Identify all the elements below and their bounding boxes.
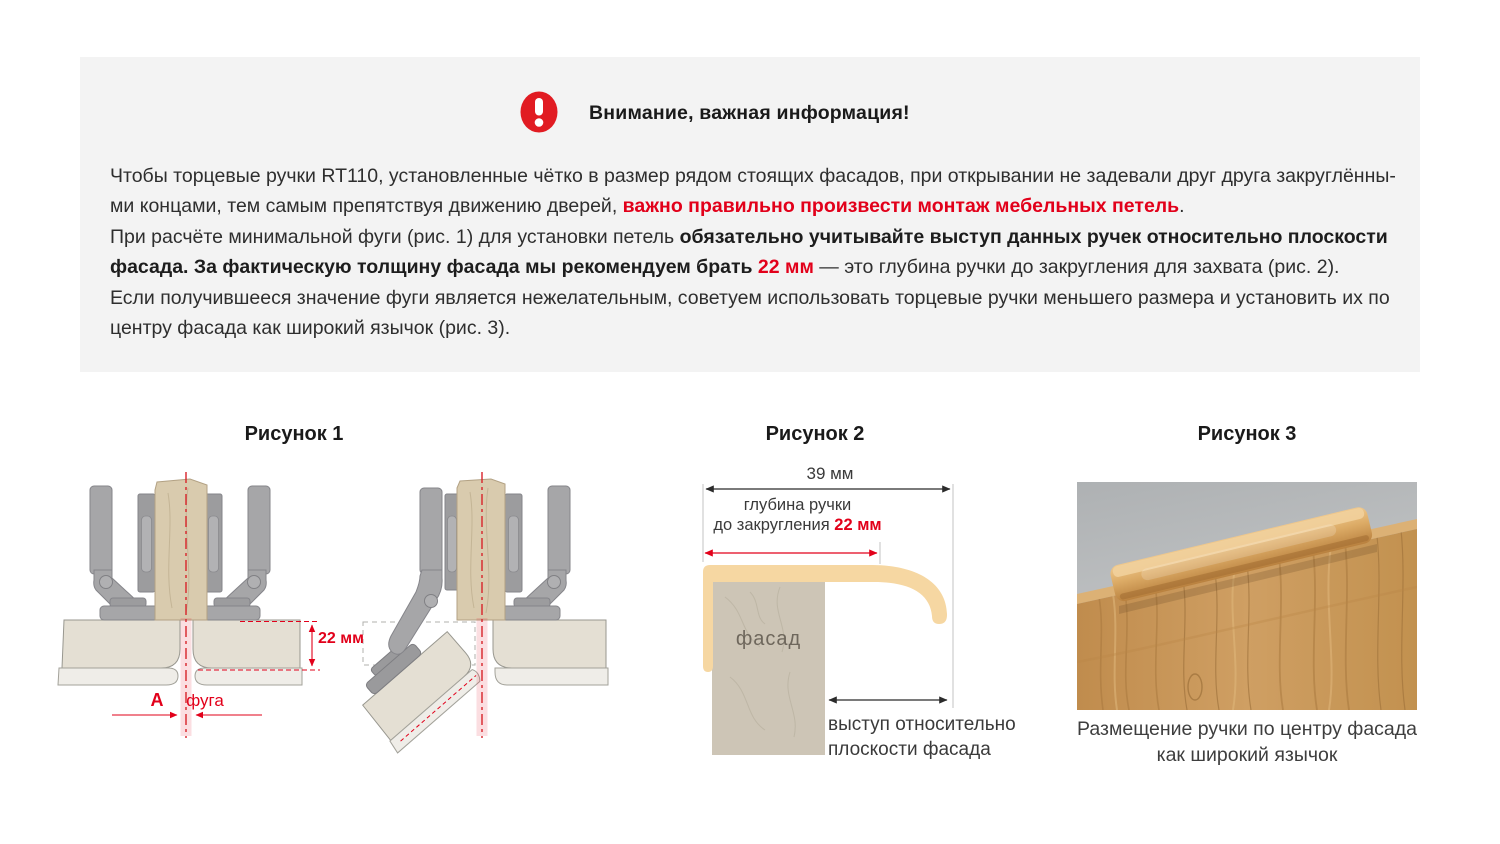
handle-photo-svg — [1077, 482, 1417, 710]
hinge-diagram-svg — [50, 468, 650, 780]
dim-a-label: А — [150, 690, 164, 710]
figure-3-handle-photo — [1077, 482, 1417, 710]
facade-label: фасад — [735, 628, 802, 650]
door-left-open — [344, 615, 485, 753]
protrusion-label: выступ относительно плоскости фасада — [828, 714, 1016, 760]
warning-exclamation-icon — [520, 91, 558, 133]
figure-2-handle-profile — [690, 462, 1020, 792]
info-paragraph-1: Чтобы торцевые ручки RT110, установленные чётко в размер рядом стоящих фасадов, при открывании не задевали друг друга закруглёнными концами, тем самым препятствуя движению дверей, важно правильно произвести монтаж мебельных петель. — [110, 165, 1396, 218]
hinge-left-open-icon — [389, 488, 459, 654]
dim-22mm-label: 22 мм — [318, 630, 364, 647]
figure-2-caption: Рисунок 2 — [765, 423, 865, 445]
door-right-closed — [193, 620, 300, 668]
figure-1-caption: Рисунок 1 — [244, 423, 344, 445]
door-left-closed — [62, 620, 180, 668]
handle-depth-label-line2: до закругления 22 мм — [713, 516, 882, 534]
hinge-open-diagram — [344, 472, 608, 753]
handle-depth-label-line1: глубина ручки — [743, 496, 852, 514]
info-paragraph-2: При расчёте минимальной фуги (рис. 1) для установки петель обязательно учитывайте выступ данных ручек относительно плоскости фасада. За фактическую толщину фасада мы рекомендуем брать 22 мм — это глубина ручки до закругления для захвата (рис. 2). — [110, 225, 1388, 279]
door-right-closed-b — [493, 620, 606, 668]
dim-39mm-label: 39 мм — [806, 464, 854, 483]
info-text — [110, 161, 1402, 343]
cabinet-panel-b — [457, 479, 505, 620]
fuga-label: фуга — [186, 691, 224, 710]
figure-1-hinge-diagram — [50, 468, 650, 780]
cabinet-panel — [155, 479, 207, 620]
figure-3-caption-line2: как широкий язычок — [1156, 744, 1338, 766]
facade-panel — [712, 578, 825, 755]
warning-title: Внимание, важная информация! — [589, 102, 910, 124]
info-paragraph-3: Если получившееся значение фуги является нежелательным, советуем использовать торцевые ручки меньшего размера и установить их по центру фасада как широкий язычок (рис. 3). — [110, 286, 1390, 340]
handle-depth-label — [700, 495, 895, 535]
figure-3-caption-line1: Размещение ручки по центру фасада — [1077, 718, 1417, 740]
figure-3-caption: Рисунок 3 — [1197, 423, 1297, 445]
